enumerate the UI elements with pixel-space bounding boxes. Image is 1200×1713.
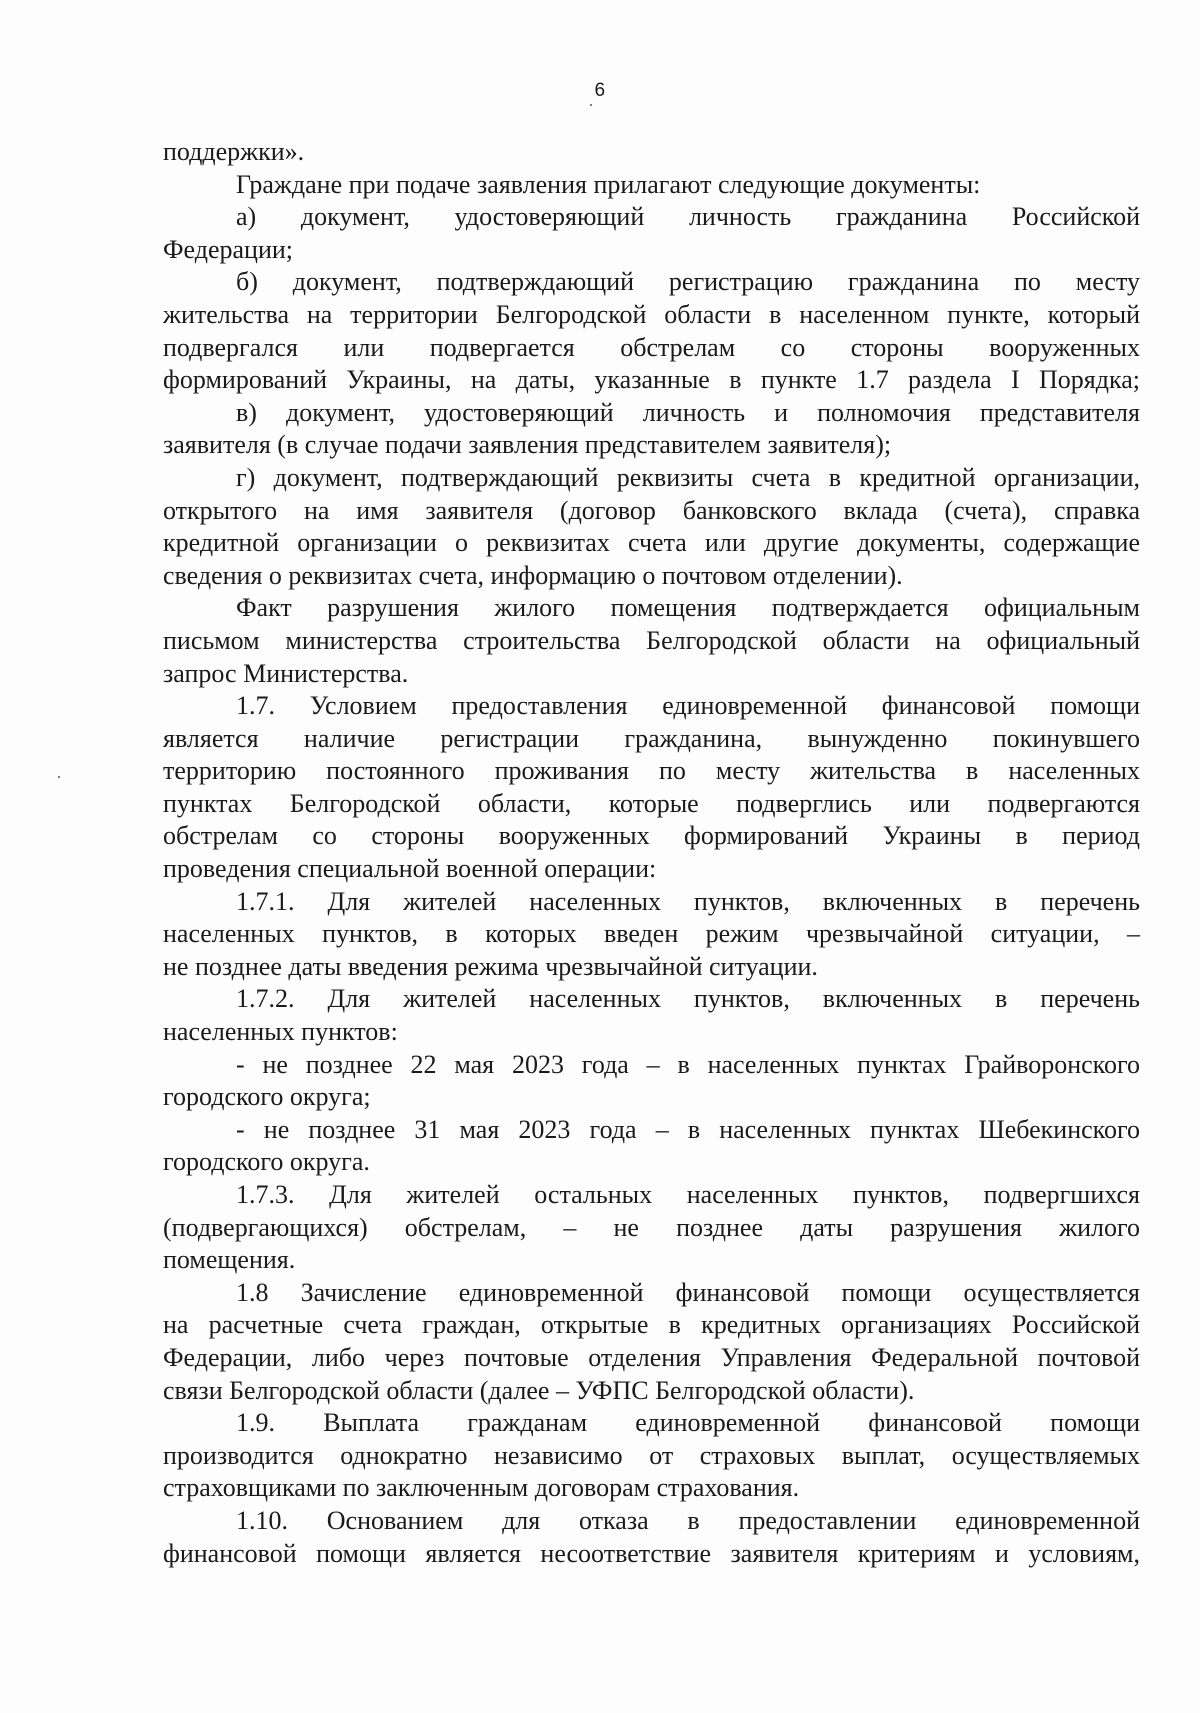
scan-speck <box>590 104 592 106</box>
text-line: сведения о реквизитах счета, информацию о почтовом отделении). <box>163 560 903 590</box>
text-line: пунктах Белгородской области, которые подверглись или подвергаются <box>163 788 1140 818</box>
text-line: проведения специальной военной операции: <box>163 854 657 884</box>
scan-speck <box>58 776 60 778</box>
text-line: 1.7. Условием предоставления единовременной финансовой помощи <box>236 691 1140 721</box>
text-line: помещения. <box>163 1245 296 1275</box>
text-line: финансовой помощи является несоответствие заявителя критериям и условиям, <box>163 1538 1140 1568</box>
text-line: кредитной организации о реквизитах счета или другие документы, содержащие <box>163 528 1140 558</box>
text-line: обстрелам со стороны вооруженных формирований Украины в период <box>163 821 1140 851</box>
text-line: 1.8 Зачисление единовременной финансовой помощи осуществляется <box>236 1277 1140 1307</box>
text-line: заявителя (в случае подачи заявления представителем заявителя); <box>163 430 892 460</box>
text-line: Федерации; <box>163 234 294 264</box>
text-line: подвергался или подвергается обстрелам со стороны вооруженных <box>163 332 1140 362</box>
text-line: 1.9. Выплата гражданам единовременной финансовой помощи <box>236 1408 1140 1438</box>
text-line: запрос Министерства. <box>163 658 409 688</box>
text-line: городского округа; <box>163 1082 371 1112</box>
text-line: в) документ, удостоверяющий личность и полномочия представителя <box>236 397 1140 427</box>
text-line: населенных пунктов: <box>163 1017 398 1047</box>
text-line: письмом министерства строительства Белгородской области на официальный <box>163 625 1140 655</box>
text-line: страховщиками по заключенным договорам страхования. <box>163 1473 800 1503</box>
text-line: производится однократно независимо от страховых выплат, осуществляемых <box>163 1440 1140 1470</box>
text-line: городского округа. <box>163 1147 370 1177</box>
text-line: населенных пунктов, в которых введен режим чрезвычайной ситуации, – <box>163 919 1140 949</box>
text-line: территорию постоянного проживания по месту жительства в населенных <box>163 756 1140 786</box>
text-line: Федерации, либо через почтовые отделения Управления Федеральной почтовой <box>163 1342 1140 1372</box>
text-line: г) документ, подтверждающий реквизиты счета в кредитной организации, <box>236 462 1140 492</box>
text-line: а) документ, удостоверяющий личность гражданина Российской <box>236 202 1140 232</box>
text-line: является наличие регистрации гражданина, вынужденно покинувшего <box>163 723 1140 753</box>
text-line: б) документ, подтверждающий регистрацию гражданина по месту <box>236 267 1140 297</box>
text-line: поддержки». <box>163 137 305 166</box>
text-line: - не позднее 31 мая 2023 года – в населенных пунктах Шебекинского <box>236 1114 1140 1144</box>
text-line: 1.7.2. Для жителей населенных пунктов, включенных в перечень <box>236 984 1140 1014</box>
text-line: - не позднее 22 мая 2023 года – в населенных пунктах Грайворонского <box>236 1049 1140 1079</box>
text-line: 1.7.3. Для жителей остальных населенных пунктов, подвергшихся <box>236 1180 1140 1209</box>
text-line: открытого на имя заявителя (договор банковского вклада (счета), справка <box>163 495 1140 525</box>
text-line: на расчетные счета граждан, открытые в кредитных организациях Российской <box>163 1310 1140 1340</box>
text-line: не позднее даты введения режима чрезвычайной ситуации. <box>163 951 818 981</box>
document-body <box>163 136 1140 1570</box>
text-line: 1.10. Основанием для отказа в предоставлении единовременной <box>236 1505 1140 1535</box>
text-line: формирований Украины, на даты, указанные в пункте 1.7 раздела I Порядка; <box>163 365 1140 395</box>
text-line: жительства на территории Белгородской области в населенном пункте, который <box>163 299 1140 329</box>
text-line: связи Белгородской области (далее – УФПС Белгородской области). <box>163 1375 915 1405</box>
text-line: Факт разрушения жилого помещения подтверждается официальным <box>236 593 1140 623</box>
text-line: (подвергающихся) обстрелам, – не позднее даты разрушения жилого <box>163 1212 1140 1242</box>
text-line: Граждане при подаче заявления прилагают следующие документы: <box>236 169 981 199</box>
text-line: 1.7.1. Для жителей населенных пунктов, включенных в перечень <box>236 886 1140 916</box>
page-number: 6 <box>594 80 606 101</box>
